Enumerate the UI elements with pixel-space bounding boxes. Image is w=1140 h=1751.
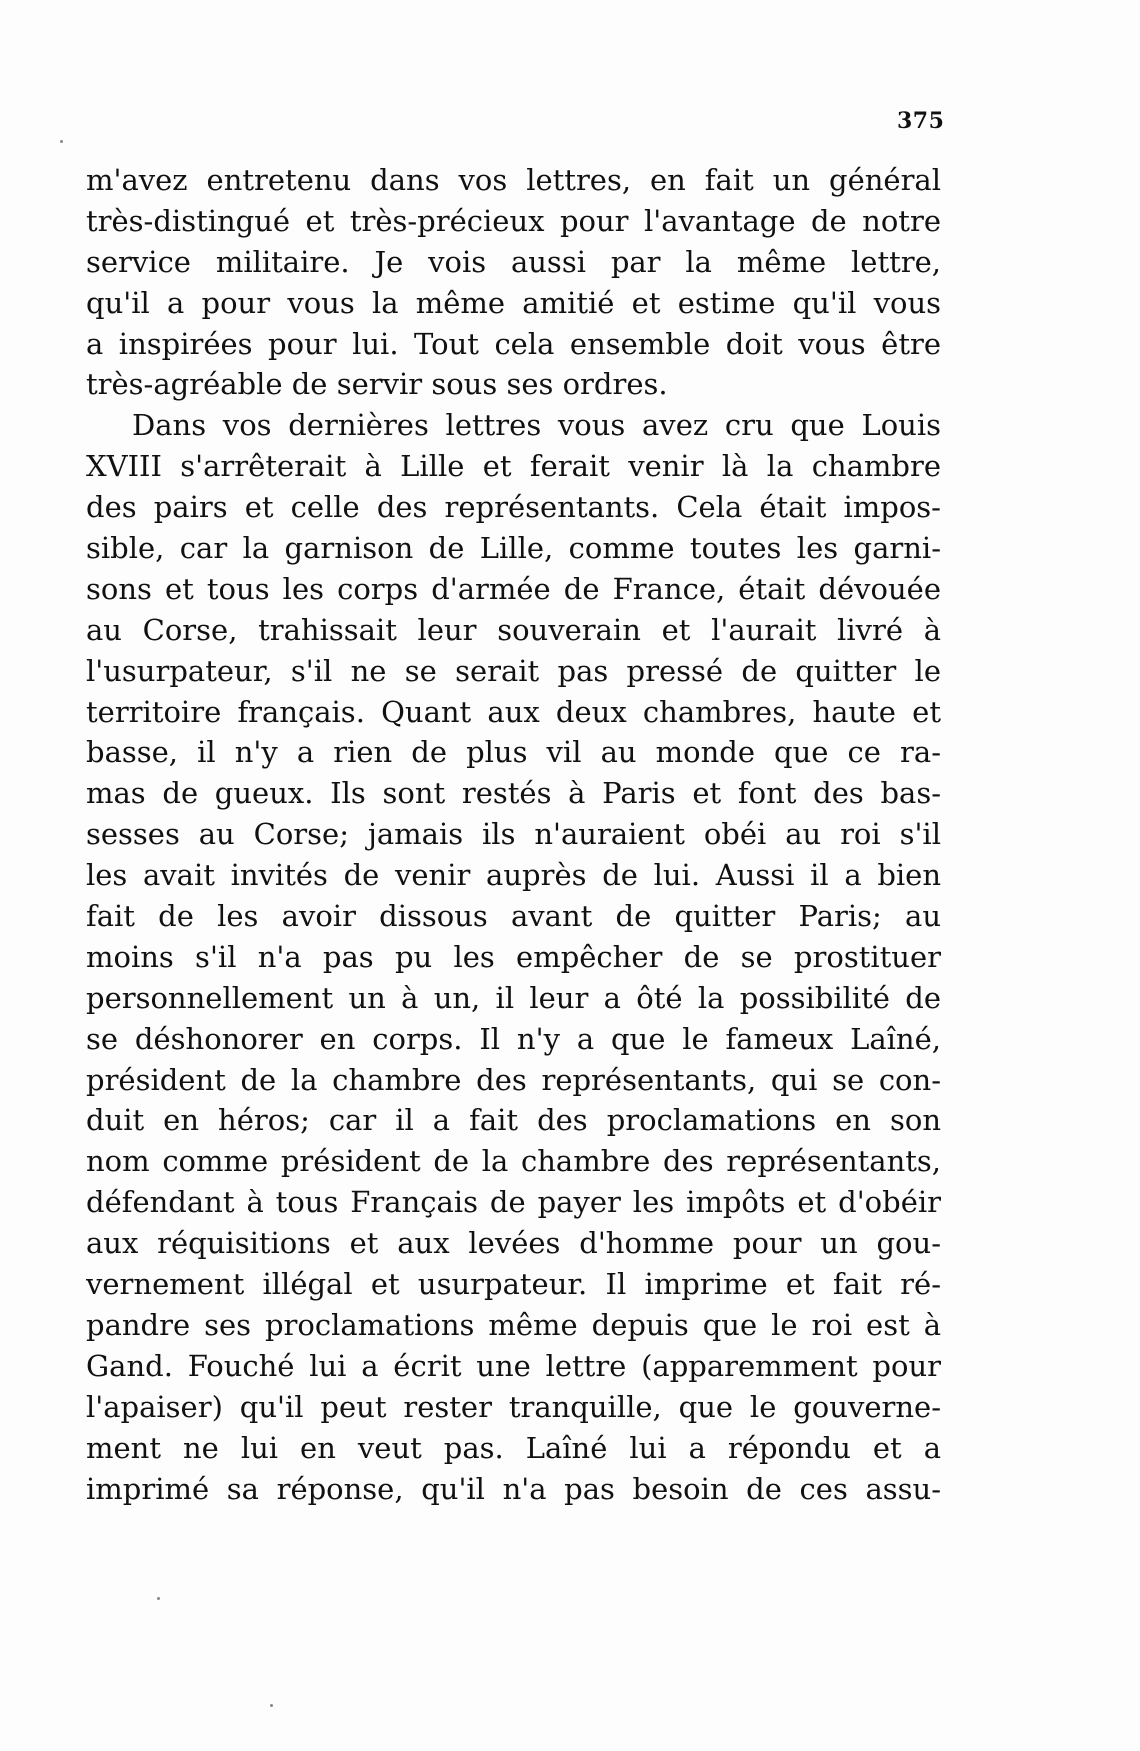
text-line: m'avez entretenu dans vos lettres, en fait un général (86, 163, 941, 197)
text-line: ment ne lui en veut pas. Laîné lui a répondu et a (86, 1430, 941, 1465)
text-line: l'apaiser) qu'il peut rester tranquille, que le gouverne- (86, 1389, 941, 1424)
text-line: qu'il a pour vous la même amitié et estime qu'il vous (86, 285, 941, 320)
text-line: personnellement un à un, il leur a ôté la possibilité de (86, 980, 941, 1015)
text-line: mas de gueux. Ils sont restés à Paris et font des bas- (86, 776, 941, 811)
text-line: se déshonorer en corps. Il n'y a que le fameux Laîné, (86, 1021, 941, 1056)
text-line: service militaire. Je vois aussi par la même lettre, (86, 244, 941, 279)
text-line: très-agréable de servir sous ses ordres. (86, 367, 668, 402)
text-line: fait de les avoir dissous avant de quitter Paris; au (86, 899, 941, 934)
text-line: pandre ses proclamations même depuis que le roi est à (86, 1307, 941, 1342)
text-line: territoire français. Quant aux deux chambres, haute et (86, 694, 941, 729)
text-line: duit en héros; car il a fait des proclamations en son (86, 1103, 941, 1138)
scan-speck (270, 1704, 273, 1707)
text-line: l'usurpateur, s'il ne se serait pas pressé de quitter le (86, 653, 941, 688)
page-number: 375 (897, 108, 945, 134)
text-line: très-distingué et très-précieux pour l'avantage de notre (86, 203, 941, 238)
text-line: aux réquisitions et aux levées d'homme pour un gou- (86, 1226, 941, 1261)
text-line: XVIII s'arrêterait à Lille et ferait venir là la chambre (86, 449, 941, 484)
text-line: des pairs et celle des représentants. Cela était impos- (86, 490, 941, 525)
text-line: basse, il n'y a rien de plus vil au monde que ce ra- (86, 735, 941, 770)
text-line: les avait invités de venir auprès de lui. Aussi il a bien (86, 858, 941, 893)
text-line: défendant à tous Français de payer les impôts et d'obéir (86, 1185, 941, 1220)
text-line: sible, car la garnison de Lille, comme toutes les garni- (86, 531, 941, 566)
text-line: sesses au Corse; jamais ils n'auraient obéi au roi s'il (86, 817, 941, 852)
text-line: imprimé sa réponse, qu'il n'a pas besoin de ces assu- (86, 1471, 941, 1506)
text-line: nom comme président de la chambre des représentants, (86, 1144, 941, 1179)
text-line: moins s'il n'a pas pu les empêcher de se prostituer (86, 939, 941, 974)
scan-speck (157, 1597, 160, 1600)
text-line: Gand. Fouché lui a écrit une lettre (apparemment pour (86, 1348, 941, 1383)
body-text (86, 160, 941, 1509)
paragraph-start-line: Dans vos dernières lettres vous avez cru que Louis (132, 408, 941, 443)
scan-speck (60, 140, 63, 143)
text-line: président de la chambre des représentants, qui se con- (86, 1062, 941, 1097)
text-line: sons et tous les corps d'armée de France, était dévouée (86, 571, 941, 606)
text-line: vernement illégal et usurpateur. Il imprime et fait ré- (86, 1267, 941, 1302)
text-line: a inspirées pour lui. Tout cela ensemble doit vous être (86, 326, 941, 361)
text-line: au Corse, trahissait leur souverain et l'aurait livré à (86, 612, 941, 647)
